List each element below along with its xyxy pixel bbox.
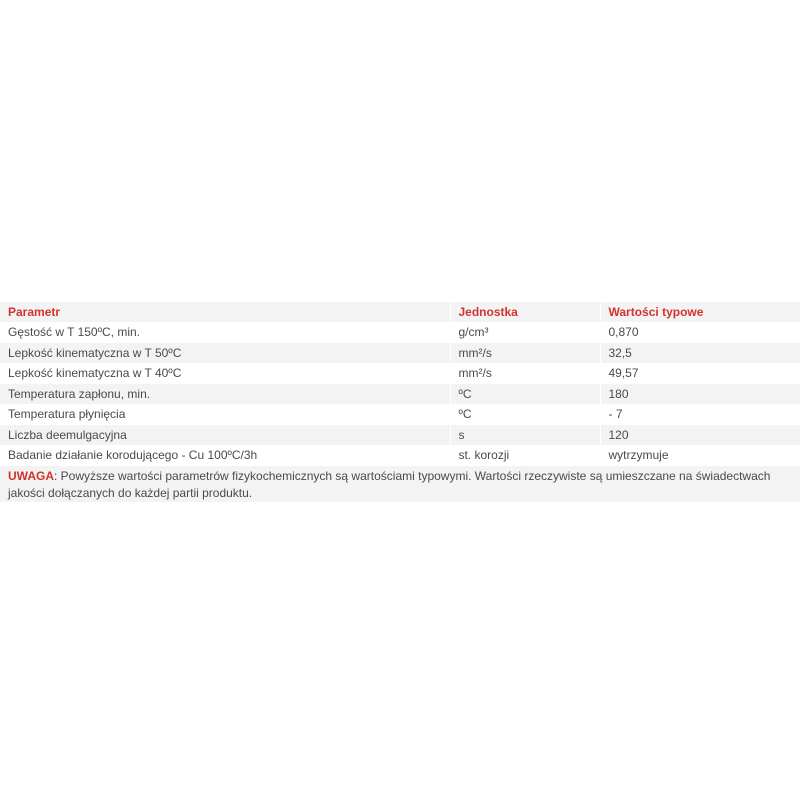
cell-value: wytrzymuje	[600, 445, 800, 466]
cell-unit: mm²/s	[450, 343, 600, 364]
specification-table	[0, 302, 800, 466]
cell-parameter: Lepkość kinematyczna w T 40ºC	[0, 363, 450, 384]
cell-parameter: Temperatura płynięcia	[0, 404, 450, 425]
header-value: Wartości typowe	[600, 302, 800, 322]
cell-value: 120	[600, 425, 800, 446]
cell-parameter: Liczba deemulgacyjna	[0, 425, 450, 446]
cell-value: 49,57	[600, 363, 800, 384]
table-row	[0, 384, 800, 405]
cell-unit: s	[450, 425, 600, 446]
table-header-row	[0, 302, 800, 322]
cell-unit: ºC	[450, 384, 600, 405]
table-row	[0, 404, 800, 425]
table-row	[0, 343, 800, 364]
table-row	[0, 425, 800, 446]
warning-label: UWAGA	[8, 468, 54, 483]
cell-unit: mm²/s	[450, 363, 600, 384]
cell-unit: g/cm³	[450, 322, 600, 343]
cell-unit: st. korozji	[450, 445, 600, 466]
table-row	[0, 322, 800, 343]
warning-note	[0, 466, 800, 502]
cell-value: 32,5	[600, 343, 800, 364]
cell-parameter: Lepkość kinematyczna w T 50ºC	[0, 343, 450, 364]
table-row	[0, 445, 800, 466]
specification-block	[0, 302, 800, 502]
table-row	[0, 363, 800, 384]
cell-parameter: Gęstość w T 150ºC, min.	[0, 322, 450, 343]
cell-unit: ºC	[450, 404, 600, 425]
cell-parameter: Temperatura zapłonu, min.	[0, 384, 450, 405]
header-parameter: Parametr	[0, 302, 450, 322]
cell-value: 180	[600, 384, 800, 405]
header-unit: Jednostka	[450, 302, 600, 322]
cell-value: 0,870	[600, 322, 800, 343]
cell-value: - 7	[600, 404, 800, 425]
cell-parameter: Badanie działanie korodującego - Cu 100ºC/3h	[0, 445, 450, 466]
warning-text: : Powyższe wartości parametrów fizykochemicznych są wartościami typowymi. Wartości rzeczywiste są umieszczane na świadectwach jakości dołączanych do każdej partii produktu.	[8, 468, 771, 500]
